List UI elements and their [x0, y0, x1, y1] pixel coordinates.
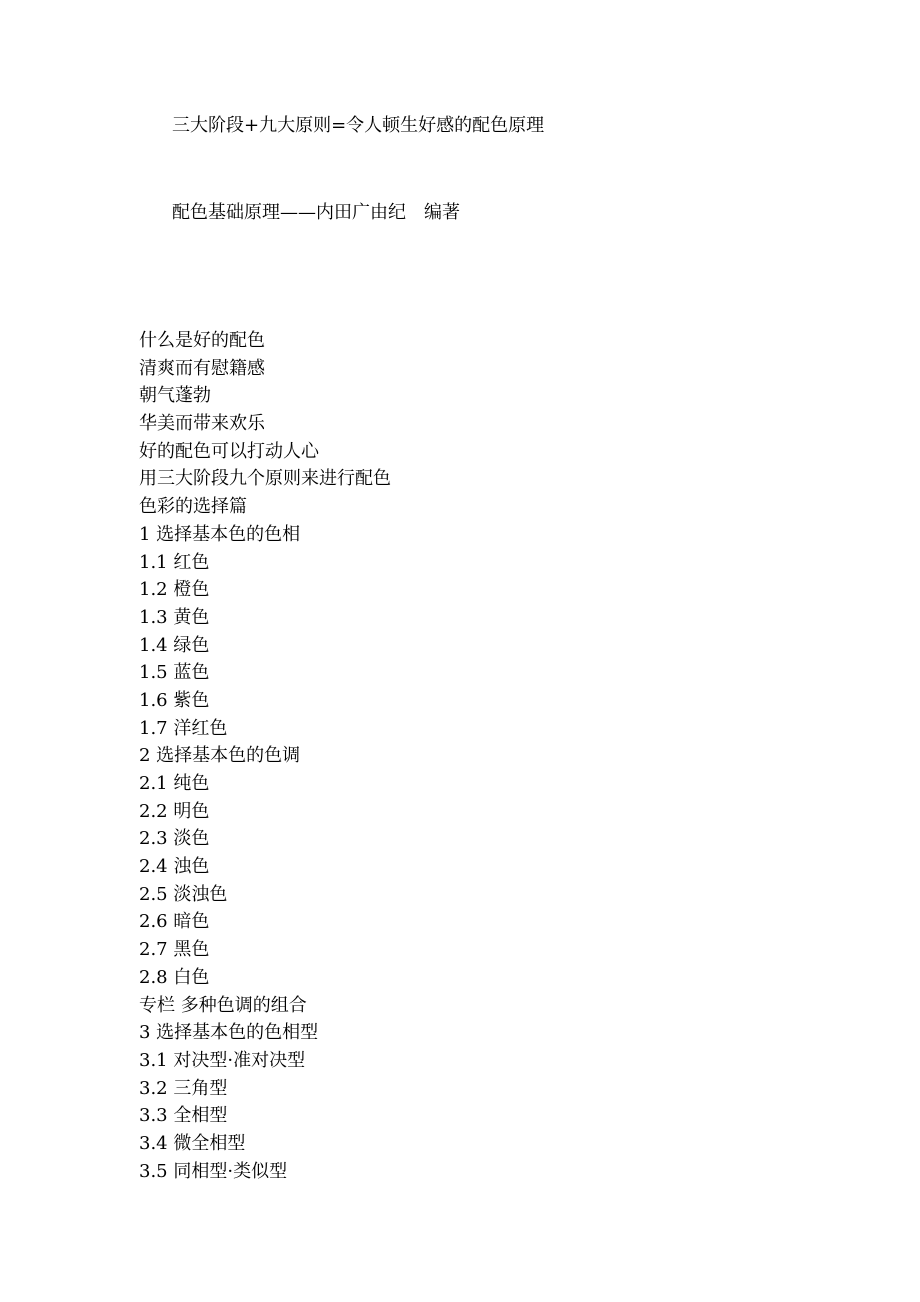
toc-item: 清爽而有慰籍感 [139, 357, 265, 379]
toc-item: 专栏 多种色调的组合 [139, 994, 307, 1016]
toc-item: 1.4 绿色 [139, 634, 210, 656]
toc-item: 2.8 白色 [139, 966, 210, 988]
toc-item: 1.6 紫色 [139, 689, 210, 711]
toc-item: 1.2 橙色 [139, 579, 210, 601]
toc-item: 2.6 暗色 [139, 911, 210, 933]
document-subtitle: 配色基础原理——内田广由纪 编著 [172, 202, 460, 223]
toc-item: 3.1 对决型·准对决型 [139, 1049, 306, 1071]
toc-item: 华美而带来欢乐 [139, 413, 265, 435]
toc-item: 1.1 红色 [139, 551, 210, 573]
toc-item: 2.5 淡浊色 [139, 883, 228, 905]
toc-item: 3 选择基本色的色相型 [139, 1022, 319, 1044]
toc-item: 1 选择基本色的色相 [139, 523, 301, 545]
toc-item: 2.2 明色 [139, 800, 210, 822]
toc-item: 2 选择基本色的色调 [139, 745, 301, 767]
toc-item: 什么是好的配色 [139, 330, 265, 351]
toc-item: 色彩的选择篇 [139, 496, 247, 518]
toc-item: 用三大阶段九个原则来进行配色 [139, 468, 391, 490]
table-of-contents [139, 327, 391, 1185]
toc-item: 2.1 纯色 [139, 773, 210, 794]
document-title: 三大阶段+九大原则=令人顿生好感的配色原理 [172, 115, 545, 136]
toc-item: 3.3 全相型 [139, 1105, 228, 1127]
toc-item: 2.4 浊色 [139, 856, 210, 878]
toc-item: 3.4 微全相型 [139, 1132, 246, 1154]
toc-item: 朝气蓬勃 [139, 385, 211, 407]
toc-item: 3.5 同相型·类似型 [139, 1160, 288, 1182]
toc-item: 2.3 淡色 [139, 828, 210, 850]
toc-item: 2.7 黑色 [139, 939, 210, 961]
toc-item: 1.7 洋红色 [139, 717, 228, 739]
toc-item: 1.5 蓝色 [139, 662, 210, 684]
toc-item: 3.2 三角型 [139, 1077, 228, 1099]
toc-item: 1.3 黄色 [139, 606, 210, 628]
toc-item: 好的配色可以打动人心 [139, 440, 319, 462]
